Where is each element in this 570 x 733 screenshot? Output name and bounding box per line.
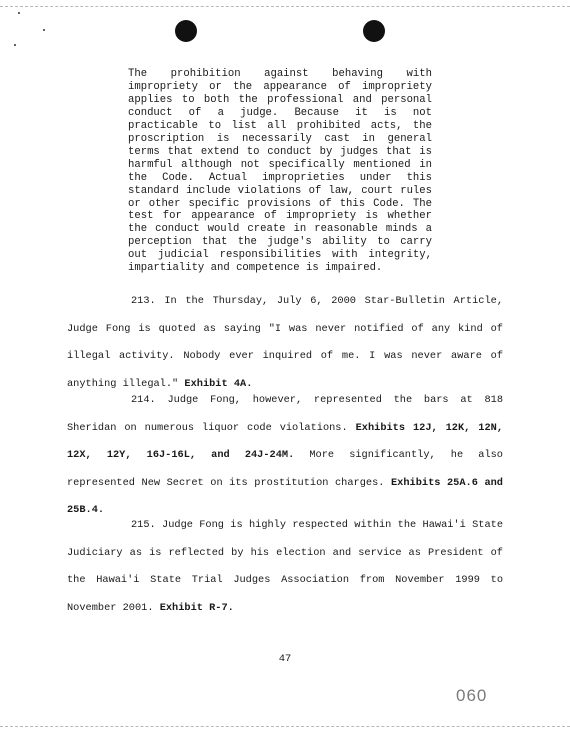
exhibit-reference: Exhibit 4A. bbox=[184, 377, 253, 390]
paragraph-214 bbox=[67, 387, 503, 525]
paragraph-214-text-a: 214. Judge Fong, however, represented the bars at 818 Sheridan on numerous liquor code violations. bbox=[67, 394, 503, 434]
scan-artifact-bottom bbox=[0, 726, 570, 729]
paragraph-213 bbox=[67, 288, 503, 398]
paragraph-215-text: 215. Judge Fong is highly respected within the Hawai'i State Judiciary as is reflected by his election and service as President of the Hawai'i State Trial Judges Association from November 1999 to November 2001. bbox=[67, 519, 503, 614]
page-number: 47 bbox=[278, 653, 292, 665]
scan-speck bbox=[18, 12, 20, 14]
exhibit-reference: Exhibits 12J, 12K, 12N, 12X, 12Y, 16J-16L, and 24J-24M. bbox=[67, 421, 504, 462]
scan-speck bbox=[14, 44, 16, 46]
paragraph-215 bbox=[67, 512, 503, 622]
paragraph-214-text-b: More significantly, he also represented New Secret on its prostitution charges. bbox=[67, 449, 503, 489]
bates-number: 060 bbox=[456, 686, 488, 705]
scan-artifact-top bbox=[0, 6, 570, 9]
exhibit-reference: Exhibit R-7. bbox=[159, 601, 234, 614]
scan-speck bbox=[43, 29, 45, 31]
block-quote-text: The prohibition against behaving with impropriety or the appearance of impropriety applies to both the professional and personal conduct of a judge. Because it is not practicable to list all prohibited acts, the proscription is necessarily cast in general terms that extend to conduct by judges that is harmful although not specifically mentioned in the Code. Actual improprieties under this standard include violations of law, court rules or other specific provisions of this Code. The test for appearance of impropriety is whether the conduct would create in reasonable minds a perception that the judge's ability to carry out judicial responsibilities with integrity, impartiality and competence is impaired. bbox=[128, 68, 432, 275]
block-quote bbox=[128, 68, 432, 275]
punch-hole-right bbox=[363, 20, 385, 42]
paragraph-213-text: 213. In the Thursday, July 6, 2000 Star-Bulletin Article, Judge Fong is quoted as saying "I was never notified of any kind of illegal activity. Nobody ever inquired of me. I was never aware of anything illegal." bbox=[67, 295, 503, 390]
exhibit-reference: Exhibits 25A.6 and 25B.4. bbox=[67, 476, 503, 517]
punch-hole-left bbox=[175, 20, 197, 42]
